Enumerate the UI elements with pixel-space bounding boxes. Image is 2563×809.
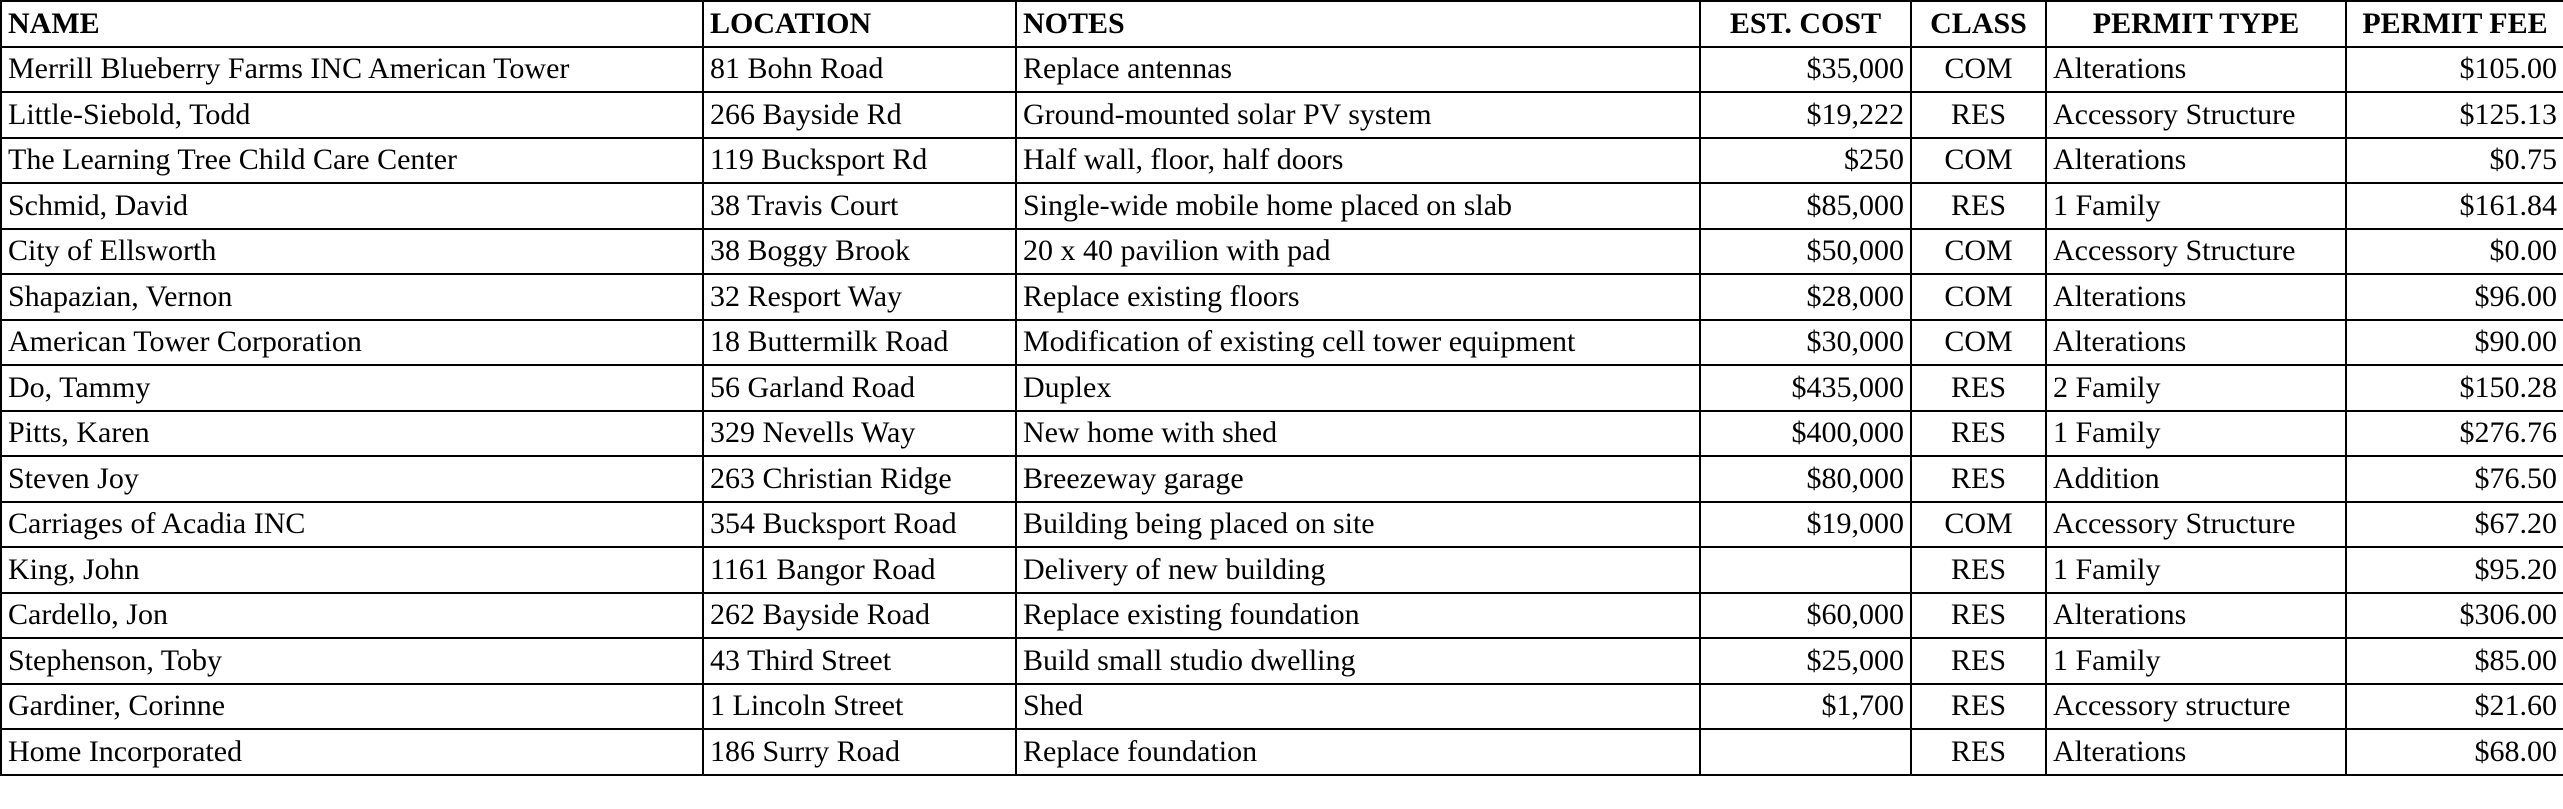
- cell-permit-type: 1 Family: [2046, 638, 2346, 684]
- cell-permit-fee: $68.00: [2346, 729, 2563, 775]
- cell-permit-fee: $76.50: [2346, 456, 2563, 502]
- cell-permit-type: Accessory structure: [2046, 684, 2346, 730]
- cell-name: Gardiner, Corinne: [1, 684, 703, 730]
- cell-notes: Building being placed on site: [1016, 502, 1700, 548]
- cell-est-cost: $19,000: [1700, 502, 1911, 548]
- cell-permit-type: Alterations: [2046, 47, 2346, 93]
- cell-permit-type: Alterations: [2046, 274, 2346, 320]
- header-location: LOCATION: [703, 1, 1016, 47]
- cell-notes: Build small studio dwelling: [1016, 638, 1700, 684]
- cell-name: Schmid, David: [1, 183, 703, 229]
- cell-permit-fee: $150.28: [2346, 365, 2563, 411]
- table-row: [1, 456, 2563, 502]
- header-est-cost: EST. COST: [1700, 1, 1911, 47]
- table-row: [1, 638, 2563, 684]
- cell-name: Stephenson, Toby: [1, 638, 703, 684]
- cell-permit-type: Alterations: [2046, 593, 2346, 639]
- cell-est-cost: $30,000: [1700, 320, 1911, 366]
- cell-class: RES: [1911, 456, 2046, 502]
- cell-notes: New home with shed: [1016, 411, 1700, 457]
- cell-name: American Tower Corporation: [1, 320, 703, 366]
- cell-est-cost: $435,000: [1700, 365, 1911, 411]
- cell-est-cost: $60,000: [1700, 593, 1911, 639]
- cell-permit-type: 1 Family: [2046, 411, 2346, 457]
- cell-location: 1 Lincoln Street: [703, 684, 1016, 730]
- cell-est-cost: $19,222: [1700, 92, 1911, 138]
- header-permit-fee: PERMIT FEE: [2346, 1, 2563, 47]
- header-class: CLASS: [1911, 1, 2046, 47]
- cell-est-cost: [1700, 547, 1911, 593]
- cell-permit-fee: $276.76: [2346, 411, 2563, 457]
- table-row: [1, 729, 2563, 775]
- cell-notes: Breezeway garage: [1016, 456, 1700, 502]
- cell-location: 266 Bayside Rd: [703, 92, 1016, 138]
- header-notes: NOTES: [1016, 1, 1700, 47]
- cell-name: Home Incorporated: [1, 729, 703, 775]
- table-row: [1, 183, 2563, 229]
- cell-class: RES: [1911, 411, 2046, 457]
- cell-location: 329 Nevells Way: [703, 411, 1016, 457]
- cell-notes: Replace existing foundation: [1016, 593, 1700, 639]
- header-name: NAME: [1, 1, 703, 47]
- cell-permit-fee: $0.75: [2346, 138, 2563, 184]
- cell-class: COM: [1911, 502, 2046, 548]
- cell-class: RES: [1911, 638, 2046, 684]
- table-row: [1, 320, 2563, 366]
- table-row: [1, 411, 2563, 457]
- cell-location: 43 Third Street: [703, 638, 1016, 684]
- header-permit-type: PERMIT TYPE: [2046, 1, 2346, 47]
- table-row: [1, 365, 2563, 411]
- cell-location: 186 Surry Road: [703, 729, 1016, 775]
- cell-location: 81 Bohn Road: [703, 47, 1016, 93]
- cell-name: The Learning Tree Child Care Center: [1, 138, 703, 184]
- cell-est-cost: $28,000: [1700, 274, 1911, 320]
- cell-location: 263 Christian Ridge: [703, 456, 1016, 502]
- cell-location: 32 Resport Way: [703, 274, 1016, 320]
- cell-permit-type: Accessory Structure: [2046, 92, 2346, 138]
- cell-class: RES: [1911, 593, 2046, 639]
- cell-permit-fee: $0.00: [2346, 229, 2563, 275]
- cell-est-cost: $50,000: [1700, 229, 1911, 275]
- cell-notes: Duplex: [1016, 365, 1700, 411]
- cell-location: 1161 Bangor Road: [703, 547, 1016, 593]
- cell-name: Merrill Blueberry Farms INC American Tower: [1, 47, 703, 93]
- cell-class: COM: [1911, 229, 2046, 275]
- cell-name: Cardello, Jon: [1, 593, 703, 639]
- cell-class: RES: [1911, 729, 2046, 775]
- cell-permit-type: Alterations: [2046, 320, 2346, 366]
- cell-permit-fee: $306.00: [2346, 593, 2563, 639]
- cell-permit-type: Accessory Structure: [2046, 502, 2346, 548]
- table-row: [1, 138, 2563, 184]
- cell-class: RES: [1911, 547, 2046, 593]
- cell-permit-fee: $21.60: [2346, 684, 2563, 730]
- table-body: [1, 47, 2563, 775]
- cell-permit-fee: $96.00: [2346, 274, 2563, 320]
- cell-permit-fee: $90.00: [2346, 320, 2563, 366]
- cell-permit-fee: $85.00: [2346, 638, 2563, 684]
- cell-class: RES: [1911, 684, 2046, 730]
- cell-class: RES: [1911, 183, 2046, 229]
- cell-permit-type: 1 Family: [2046, 547, 2346, 593]
- cell-name: Do, Tammy: [1, 365, 703, 411]
- table-row: [1, 502, 2563, 548]
- header-row: [1, 1, 2563, 47]
- cell-permit-type: Accessory Structure: [2046, 229, 2346, 275]
- cell-notes: 20 x 40 pavilion with pad: [1016, 229, 1700, 275]
- cell-location: 38 Travis Court: [703, 183, 1016, 229]
- cell-location: 38 Boggy Brook: [703, 229, 1016, 275]
- cell-est-cost: $400,000: [1700, 411, 1911, 457]
- cell-class: RES: [1911, 92, 2046, 138]
- cell-notes: Replace antennas: [1016, 47, 1700, 93]
- table-row: [1, 274, 2563, 320]
- cell-est-cost: [1700, 729, 1911, 775]
- cell-class: COM: [1911, 138, 2046, 184]
- cell-name: Pitts, Karen: [1, 411, 703, 457]
- cell-est-cost: $80,000: [1700, 456, 1911, 502]
- cell-notes: Shed: [1016, 684, 1700, 730]
- cell-est-cost: $35,000: [1700, 47, 1911, 93]
- cell-name: King, John: [1, 547, 703, 593]
- cell-permit-fee: $125.13: [2346, 92, 2563, 138]
- cell-location: 56 Garland Road: [703, 365, 1016, 411]
- table-row: [1, 547, 2563, 593]
- cell-permit-fee: $105.00: [2346, 47, 2563, 93]
- cell-est-cost: $85,000: [1700, 183, 1911, 229]
- cell-name: Little-Siebold, Todd: [1, 92, 703, 138]
- cell-permit-type: Alterations: [2046, 138, 2346, 184]
- cell-name: Steven Joy: [1, 456, 703, 502]
- cell-location: 119 Bucksport Rd: [703, 138, 1016, 184]
- cell-class: COM: [1911, 320, 2046, 366]
- cell-permit-type: 2 Family: [2046, 365, 2346, 411]
- cell-notes: Replace existing floors: [1016, 274, 1700, 320]
- cell-class: RES: [1911, 365, 2046, 411]
- cell-name: City of Ellsworth: [1, 229, 703, 275]
- cell-permit-fee: $161.84: [2346, 183, 2563, 229]
- table-row: [1, 47, 2563, 93]
- cell-location: 18 Buttermilk Road: [703, 320, 1016, 366]
- cell-permit-fee: $67.20: [2346, 502, 2563, 548]
- table-row: [1, 92, 2563, 138]
- cell-permit-type: 1 Family: [2046, 183, 2346, 229]
- cell-name: Shapazian, Vernon: [1, 274, 703, 320]
- cell-notes: Delivery of new building: [1016, 547, 1700, 593]
- cell-location: 354 Bucksport Road: [703, 502, 1016, 548]
- cell-class: COM: [1911, 47, 2046, 93]
- cell-est-cost: $25,000: [1700, 638, 1911, 684]
- cell-notes: Half wall, floor, half doors: [1016, 138, 1700, 184]
- cell-notes: Single-wide mobile home placed on slab: [1016, 183, 1700, 229]
- cell-class: COM: [1911, 274, 2046, 320]
- cell-est-cost: $1,700: [1700, 684, 1911, 730]
- cell-name: Carriages of Acadia INC: [1, 502, 703, 548]
- cell-location: 262 Bayside Road: [703, 593, 1016, 639]
- table-row: [1, 593, 2563, 639]
- cell-notes: Ground-mounted solar PV system: [1016, 92, 1700, 138]
- cell-notes: Modification of existing cell tower equipment: [1016, 320, 1700, 366]
- table-row: [1, 229, 2563, 275]
- table-row: [1, 684, 2563, 730]
- cell-est-cost: $250: [1700, 138, 1911, 184]
- cell-notes: Replace foundation: [1016, 729, 1700, 775]
- cell-permit-fee: $95.20: [2346, 547, 2563, 593]
- cell-permit-type: Addition: [2046, 456, 2346, 502]
- cell-permit-type: Alterations: [2046, 729, 2346, 775]
